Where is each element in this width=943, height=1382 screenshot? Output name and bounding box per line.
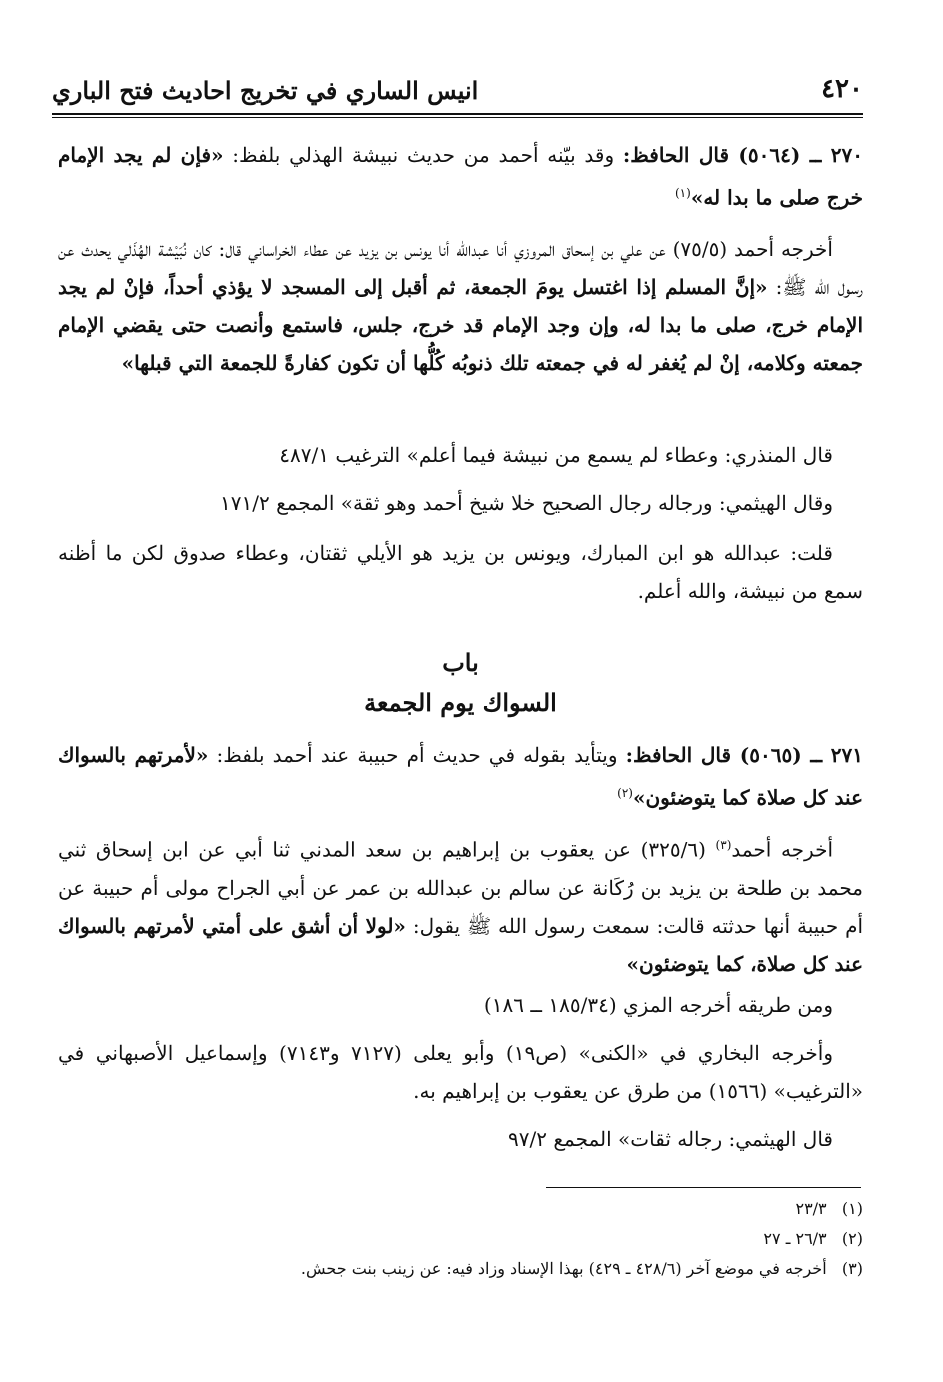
footnotes <box>60 1194 863 1284</box>
entry-271-quote: «لأمرتهم بالسواك عند كل صلاة كما يتوضئون» <box>58 743 863 810</box>
entry-271 <box>58 736 863 817</box>
entry-271-footnote-mark: (٢) <box>617 786 633 800</box>
footnote-number: (٢) <box>841 1229 863 1248</box>
entry-270-takhrij-text: أخرجه أحمد (٧٥/٥) عن علي بن إسحاق المروزي أنا عبدالله أنا يونس بن يزيد عن عطاء الخراساني قال: كان نُبَيْشة الهُذَلي يحدث عن رسول الله ﷺ: <box>58 237 864 299</box>
entry-270 <box>58 136 863 217</box>
footnote-text: أخرجه في موضع آخر (٤٢٨/٦ ـ ٤٢٩) بهذا الإسناد وزاد فيه: عن زينب بنت جحش. <box>300 1259 827 1278</box>
entry-271-hadith: «لولا أن أشق على أمتي لأمرتهم بالسواك عند كل صلاة، كما يتوضئون» <box>58 913 863 976</box>
entry-270-heading: ٢٧٠ ــ (٥٠٦٤) قال الحافظ: <box>622 143 864 167</box>
page-header <box>52 68 863 108</box>
entry-270-mundhiri <box>58 436 863 474</box>
entry-271-takhrij <box>58 826 863 983</box>
footnote-number: (٣) <box>841 1259 863 1278</box>
entry-271-takhrij-footnote-mark: (٣) <box>715 838 732 852</box>
entry-271-takhrij-start: أخرجه أحمد <box>731 837 833 862</box>
mizzi-line: ومن طريقه أخرجه المزي (١٨٥/٣٤ ــ ١٨٦) <box>483 993 833 1017</box>
entry-271-intro: ويتأيد بقوله في حديث أم حبيبة عند أحمد بلفظ: <box>216 743 618 767</box>
footnote-number: (١) <box>841 1199 863 1218</box>
haythami-271-line: قال الهيثمي: رجاله ثقات» المجمع ٩٧/٢ <box>508 1127 833 1151</box>
entry-270-takhrij-paragraph <box>58 230 863 382</box>
entry-271-takhrij-paragraph <box>58 826 863 983</box>
entry-271-bukhari <box>58 1034 863 1110</box>
entry-271-heading: ٢٧١ ــ (٥٠٦٥) قال الحافظ: <box>625 743 864 767</box>
header-rule-thin <box>52 117 863 118</box>
running-title: انيس الساري في تخريج احاديث فتح الباري <box>52 76 479 105</box>
footnote-rule <box>546 1187 861 1188</box>
entry-270-intro: وقد بيّنه أحمد من حديث نبيشة الهذلي بلفظ: <box>232 143 615 167</box>
mundhiri-line: قال المنذري: وعطاء لم يسمع من نبيشة فيما أعلم» الترغيب ٤٨٧/١ <box>279 443 833 467</box>
entry-271-takhrij-rest: (٣٢٥/٦) عن يعقوب بن إبراهيم بن سعد المدني ثنا أبي عن ابن إسحاق ثني محمد بن طلحة بن يزيد بن رُكَانة عن سالم بن عبدالله بن عمر عن أبي الجراح مولى أم حبيبة عن أم حبيبة أنها حدثته قالت: سمعت رسول الله ﷺ يقول: <box>58 837 864 938</box>
entry-271-heading-paragraph <box>58 736 863 817</box>
bukhari-paragraph: وأخرجه البخاري في «الكنى» (ص١٩) وأبو يعلى (٧١٢٧ و٧١٤٣) وإسماعيل الأصبهاني في «الترغيب» (١٥٦٦) من طرق عن يعقوب بن إبراهيم به. <box>58 1041 863 1103</box>
footnote-1 <box>60 1194 863 1224</box>
bab-label: باب <box>442 648 479 677</box>
footnote-text: ٢٣/٣ <box>795 1199 827 1218</box>
haythami-line: وقال الهيثمي: ورجاله رجال الصحيح خلا شيخ أحمد وهو ثقة» المجمع ١٧١/٢ <box>220 491 833 515</box>
footnote-3 <box>60 1254 863 1284</box>
entry-271-mizzi <box>58 986 863 1024</box>
entry-271-haythami <box>58 1120 863 1158</box>
entry-270-heading-paragraph <box>58 136 863 217</box>
footnote-text: ٢٦/٣ ـ ٢٧ <box>763 1229 827 1248</box>
entry-270-qultu <box>58 534 863 610</box>
header-rule <box>52 113 863 115</box>
qultu-paragraph: قلت: عبدالله هو ابن المبارك، ويونس بن يزيد هو الأيلي ثقتان، وعطاء صدوق لكن ما أظنه سمع من نبيشة، والله أعلم. <box>58 541 863 603</box>
footnote-2 <box>60 1224 863 1254</box>
page-number: ٤٢٠ <box>821 74 863 104</box>
entry-270-footnote-mark: (١) <box>674 186 691 200</box>
section-title: السواك يوم الجمعة <box>364 688 557 717</box>
entry-270-quote: «فإن لم يجد الإمام خرج صلى ما بدا له» <box>58 143 863 210</box>
entry-270-takhrij <box>58 230 863 382</box>
entry-270-haythami <box>58 484 863 522</box>
entry-270-hadith: «إنَّ المسلم إذا اغتسل يومَ الجمعة، ثم أقبل إلى المسجد لا يؤذي أحداً، فإنْ لم يجد الإمام خرج، صلى ما بدا له، وإن وجد الإمام قد خرج، جلس، فاستمع وأنصت حتى يقضي الإمام جمعته وكلامه، إنْ لم يُغفر له في جمعته تلك ذنوبُه كُلُّها أن تكون كفارةً للجمعة التي قبلها» <box>58 275 863 375</box>
